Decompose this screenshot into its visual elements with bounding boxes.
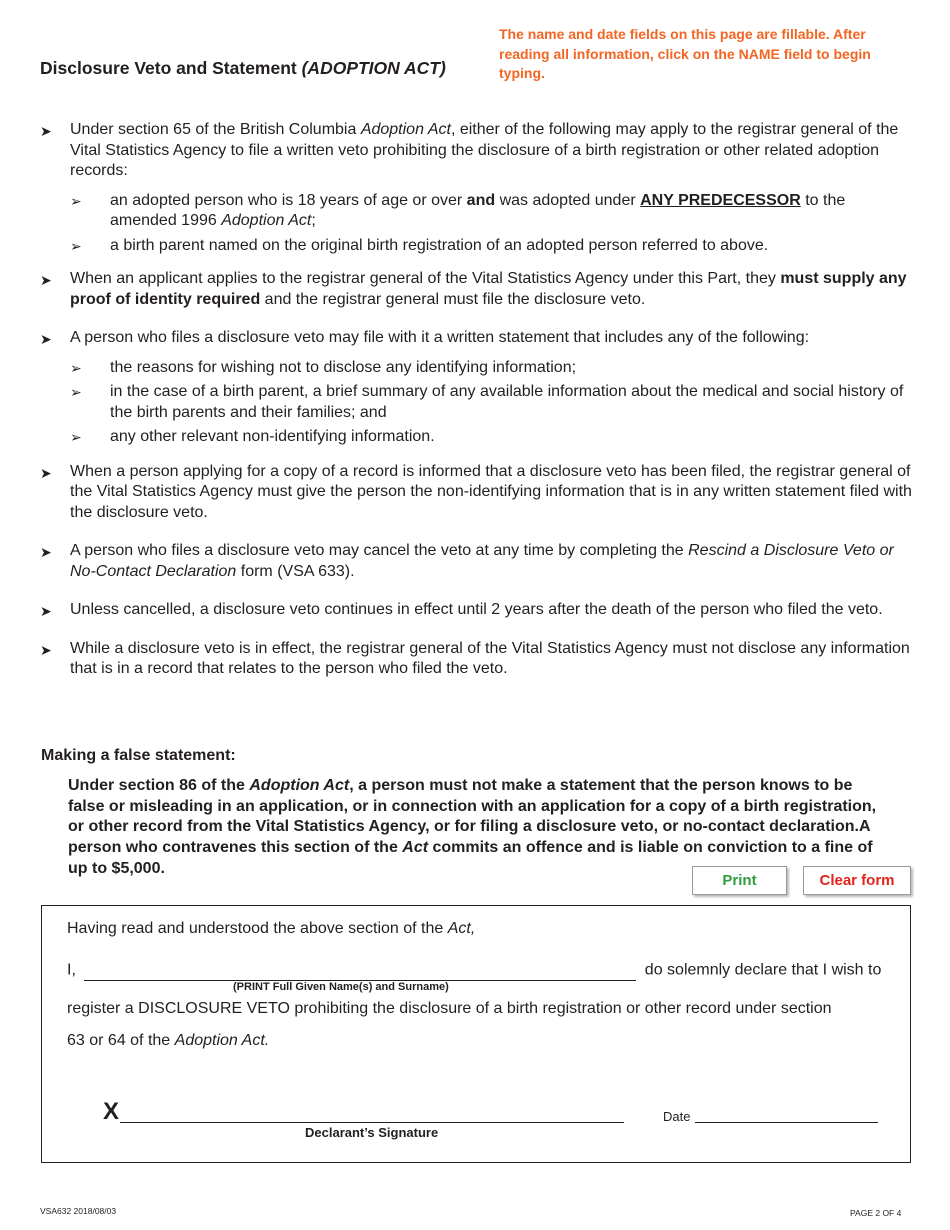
bullet-3: ➤ A person who files a disclosure veto may file with it a written statement that includes any of the following:	[40, 328, 912, 349]
signature-line	[120, 1122, 624, 1123]
bullet-7: ➤ While a disclosure veto is in effect, the registrar general of the Vital Statistics Agency must not disclose any information that is in a record that relates to the person who filed the veto.	[40, 639, 910, 677]
page-title	[40, 58, 446, 79]
declaration-text: register a DISCLOSURE VETO prohibiting the disclosure of a birth registration or other record under section	[67, 1000, 832, 1017]
date-field[interactable]	[695, 1122, 878, 1123]
signature-x-mark: X	[103, 1098, 120, 1125]
arrow-bullet-icon: ➤	[40, 641, 52, 658]
sub-bullet-3c: ➢ any other relevant non-identifying information.	[40, 427, 912, 448]
page-number: PAGE 2 OF 4	[850, 1208, 902, 1218]
arrow-bullet-icon: ➤	[40, 331, 52, 347]
arrow-bullet-icon: ➤	[40, 603, 52, 619]
bullet-1: ➤ Under section 65 of the British Columbia Adoption Act, either of the following may apply to the registrar general of the Vital Statistics Agency to file a written veto prohibiting the disclosure of a birth registration or other related adoption records:	[40, 121, 899, 179]
sub-bullet-3a: ➢ the reasons for wishing not to disclose any identifying information;	[40, 358, 912, 379]
bullet-5: ➤ A person who files a disclosure veto may cancel the veto at any time by completing the Rescind a Disclosure Veto or No-Contact Declaration form (VSA 633).	[40, 542, 894, 580]
declaration-name-line: I, do solemnly declare that I wish to	[67, 960, 881, 981]
sub-bullet-1b: ➢ a birth parent named on the original birth registration of an adopted person referred to above.	[40, 236, 912, 257]
bullet-4: ➤ When a person applying for a copy of a record is informed that a disclosure veto has been filed, the registrar general of the Vital Statistics Agency must give the person the non-identifying information that is in any written statement filed with the disclosure veto.	[40, 462, 912, 521]
name-field[interactable]	[84, 960, 636, 981]
sub-arrow-icon: ➢	[70, 429, 82, 445]
title-italic: (ADOPTION ACT)	[301, 58, 446, 78]
sub-arrow-icon: ➢	[70, 192, 82, 209]
clear-form-button[interactable]: Clear form	[803, 866, 911, 895]
info-bullets	[40, 120, 912, 680]
arrow-bullet-icon: ➤	[40, 464, 52, 481]
arrow-bullet-icon: ➤	[40, 272, 52, 288]
sub-arrow-icon: ➢	[70, 384, 82, 400]
bullet-6: ➤ Unless cancelled, a disclosure veto continues in effect until 2 years after the death of the person who filed the veto.	[40, 600, 912, 621]
false-statement-heading: Making a false statement:	[41, 747, 236, 764]
bullet-2: ➤ When an applicant applies to the registrar general of the Vital Statistics Agency under this Part, they must supply any proof of identity required and the registrar general must file the disclosure veto.	[40, 270, 907, 308]
date-label: Date	[663, 1109, 691, 1124]
sub-arrow-icon: ➢	[70, 359, 82, 376]
false-statement-text: Under section 86 of the Adoption Act, a person must not make a statement that the person knows to be false or misleading in an application, or in connection with an application for a copy of a birth registration, or other record from the Vital Statistics Agency, or for filing a disclosure veto, or no-contact declaration.A person who contravenes this section of the Act commits an offence and is liable on conviction to a fine of up to $5,000.	[68, 777, 877, 877]
name-caption: (PRINT Full Given Name(s) and Surname)	[233, 981, 449, 993]
declaration-intro: Having read and understood the above section of the Act,	[67, 920, 476, 937]
signature-caption: Declarant’s Signature	[305, 1125, 439, 1140]
sub-bullet-1a: ➢ an adopted person who is 18 years of age or over and was adopted under ANY PREDECESSOR to the amended 1996 Adoption Act;	[70, 191, 846, 229]
sub-arrow-icon: ➢	[70, 237, 82, 254]
fillable-notice: The name and date fields on this page are fillable. After reading all information, click on the NAME field to begin typing.	[499, 26, 871, 81]
arrow-bullet-icon: ➤	[40, 123, 52, 139]
declaration-text-end: 63 or 64 of the Adoption Act.	[67, 1032, 270, 1049]
print-button[interactable]: Print	[692, 866, 787, 895]
arrow-bullet-icon: ➤	[40, 544, 52, 560]
form-id: VSA632 2018/08/03	[40, 1206, 117, 1216]
title-main: Disclosure Veto and Statement	[40, 58, 302, 78]
sub-bullet-3b: ➢ in the case of a birth parent, a brief summary of any available information about the medical and social history of the birth parents and their families; and	[70, 383, 904, 421]
